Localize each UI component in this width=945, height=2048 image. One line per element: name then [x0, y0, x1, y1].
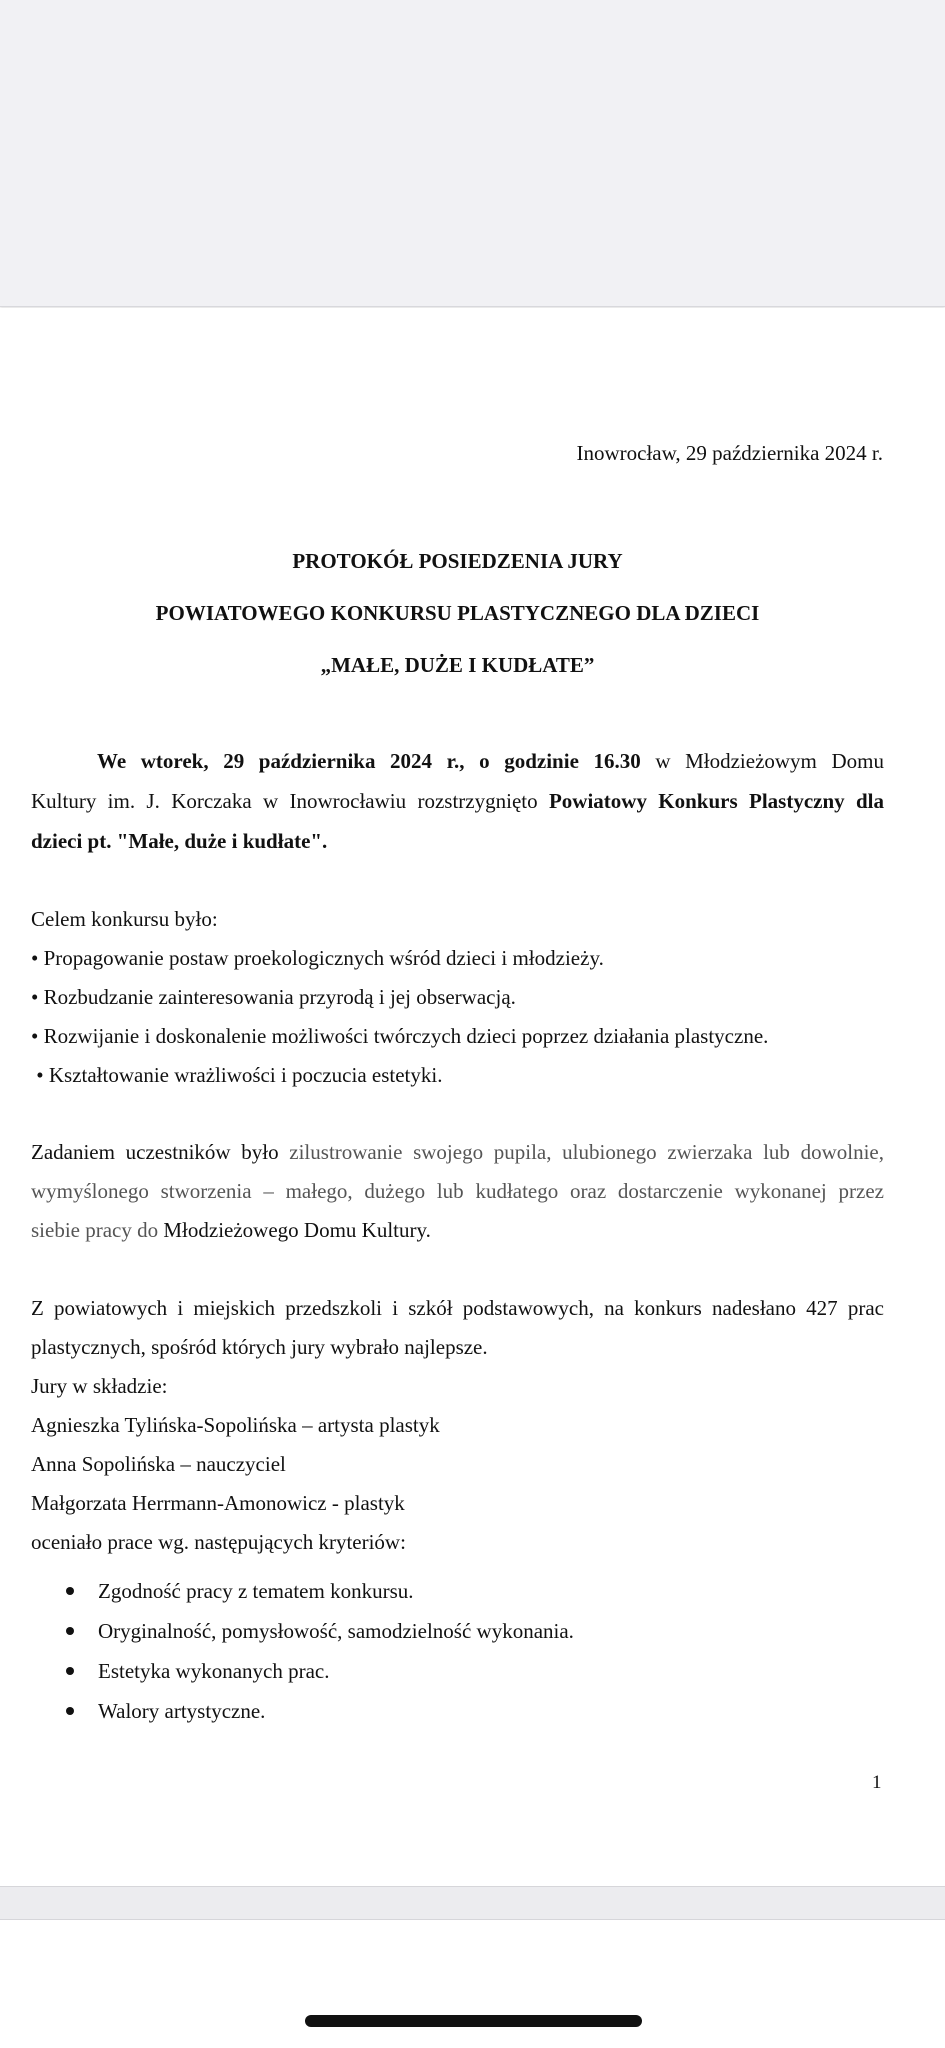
intro-place: w Młodzieżowym Domu [640, 749, 884, 773]
home-indicator[interactable] [305, 2015, 642, 2027]
goal-item: • Propagowanie postaw proekologicznych wśród dzieci i młodzieży. [31, 946, 604, 970]
bullet-icon [66, 1707, 74, 1715]
task-line-3 [31, 1217, 431, 1243]
task-delivery: siebie pracy do [31, 1218, 164, 1242]
viewer-top-margin [0, 0, 945, 307]
goal-item: • Rozwijanie i doskonalenie możliwości twórczych dzieci poprzez działania plastyczne. [31, 1024, 769, 1048]
bullet-icon [66, 1587, 74, 1595]
intro-contest-name: Powiatowy Konkurs Plastyczny dla [548, 789, 885, 813]
task-line-2: wymyślonego stworzenia – małego, dużego lub kudłatego oraz dostarczenie wykonanej przez [31, 1179, 884, 1203]
task-institution: Młodzieżowego Domu Kultury. [163, 1218, 431, 1242]
jury-heading: Jury w składzie: [31, 1374, 168, 1398]
date-line: Inowrocław, 29 października 2024 r. [576, 441, 883, 465]
title-line-2: POWIATOWEGO KONKURSU PLASTYCZNEGO DLA DZIECI [155, 601, 760, 625]
results-line-1: Z powiatowych i miejskich przedszkoli i szkół podstawowych, na konkurs nadesłano 427 prac [31, 1296, 884, 1320]
goal-item: • Kształtowanie wrażliwości i poczucia estetyki. [31, 1063, 443, 1087]
intro-line-1 [97, 748, 884, 774]
results-line-2: plastycznych, spośród których jury wybrało najlepsze. [31, 1335, 488, 1359]
bullet-icon [66, 1667, 74, 1675]
criteria-item: Zgodność pracy z tematem konkursu. [98, 1579, 414, 1603]
title-line-3: „MAŁE, DUŻE I KUDŁATE” [320, 653, 595, 677]
bullet-icon [66, 1627, 74, 1635]
criteria-heading: oceniało prace wg. następujących kryteriów: [31, 1530, 406, 1554]
jury-member: Anna Sopolińska – nauczyciel [31, 1452, 286, 1476]
task-intro: Zadaniem uczestników było [31, 1140, 290, 1164]
goal-item: • Rozbudzanie zainteresowania przyrodą i jej obserwacją. [31, 985, 516, 1009]
page-number: 1 [872, 1772, 882, 1793]
intro-organizer: Kultury im. J. Korczaka w Inowrocławiu rozstrzygnięto [31, 789, 549, 813]
criteria-item: Oryginalność, pomysłowość, samodzielność wykonania. [98, 1619, 574, 1643]
jury-member: Agnieszka Tylińska-Sopolińska – artysta plastyk [31, 1413, 440, 1437]
criteria-item: Walory artystyczne. [98, 1699, 266, 1723]
intro-date-bold: We wtorek, 29 października 2024 r., o godzinie 16.30 [97, 749, 641, 773]
jury-member: Małgorzata Herrmann-Amonowicz - plastyk [31, 1491, 405, 1515]
title-line-1: PROTOKÓŁ POSIEDZENIA JURY [292, 549, 623, 573]
document-page [0, 308, 945, 1886]
task-line-1 [31, 1139, 884, 1165]
task-description: zilustrowanie swojego pupila, ulubionego zwierzaka lub dowolnie, [289, 1140, 884, 1164]
page-gap [0, 1886, 945, 1920]
intro-line-3: dzieci pt. "Małe, duże i kudłate". [31, 829, 328, 853]
criteria-item: Estetyka wykonanych prac. [98, 1659, 330, 1683]
goals-heading: Celem konkursu było: [31, 907, 218, 931]
intro-line-2 [31, 788, 884, 814]
